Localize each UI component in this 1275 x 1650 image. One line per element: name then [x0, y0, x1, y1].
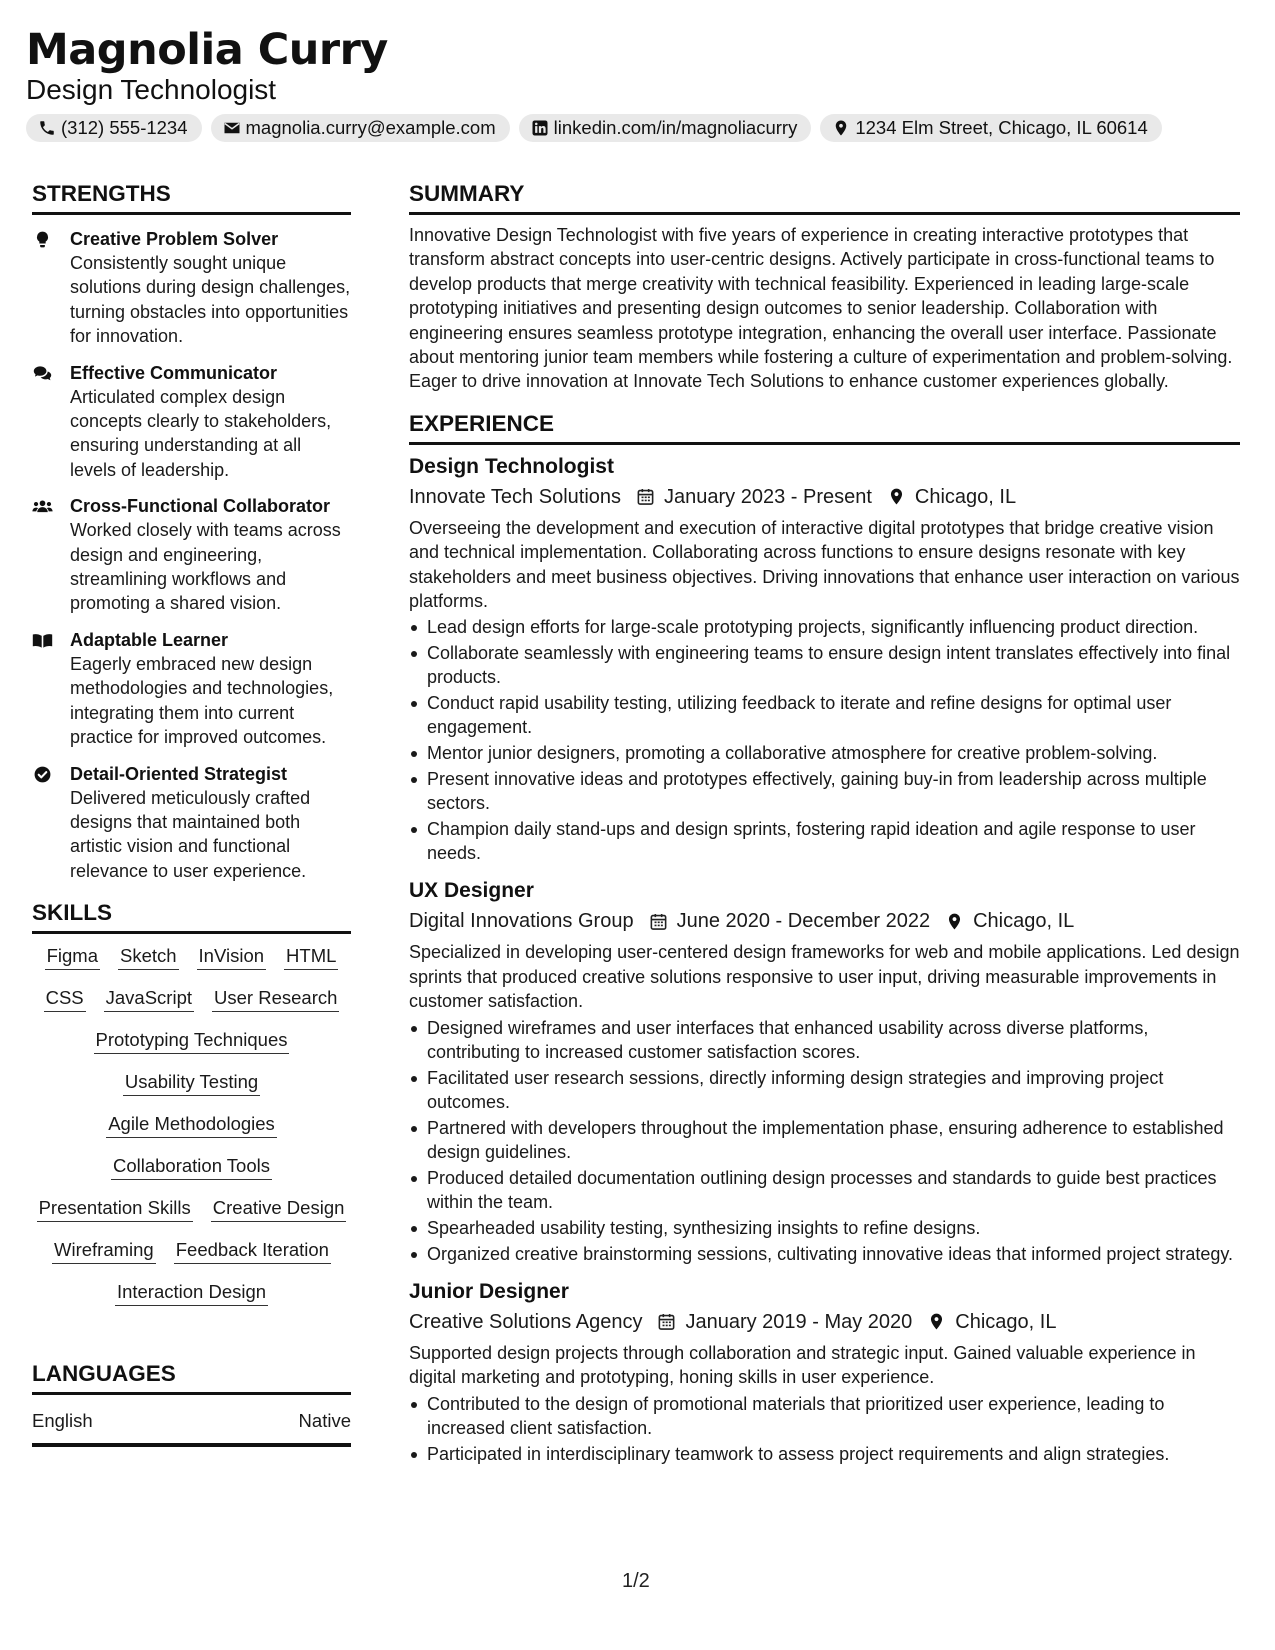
job-title: Design Technologist	[409, 454, 614, 478]
list-item: Mentor junior designers, promoting a collaborative atmosphere for creative problem-solving.	[409, 741, 1240, 765]
map-pin-icon	[887, 487, 906, 506]
skill-tag: Interaction Design	[115, 1280, 268, 1306]
strength-title: Creative Problem Solver	[70, 229, 279, 249]
contact-email-text: magnolia.curry@example.com	[245, 117, 496, 138]
summary-heading: SUMMARY	[409, 180, 1240, 215]
language-row	[32, 1395, 351, 1447]
skill-tag: JavaScript	[104, 986, 194, 1012]
strength-item	[32, 628, 351, 750]
resume-header	[26, 24, 1256, 142]
job-dates: January 2019 - May 2020	[685, 1310, 913, 1333]
list-item: Champion daily stand-ups and design sprints, fostering rapid ideation and agile response to user needs.	[409, 817, 1240, 865]
list-item: Partnered with developers throughout the implementation phase, ensuring adherence to established design guidelines.	[409, 1116, 1240, 1164]
page-number: 1/2	[622, 1570, 650, 1592]
skill-tag: Agile Methodologies	[106, 1112, 277, 1138]
strength-desc: Delivered meticulously crafted designs that maintained both artistic vision and functional relevance to user experience.	[70, 787, 311, 881]
check-circle-icon	[32, 765, 53, 784]
strength-desc: Articulated complex design concepts clearly to stakeholders, ensuring understanding at all levels of leadership.	[70, 386, 332, 480]
job-location: Chicago, IL	[973, 910, 1075, 933]
envelope-icon	[223, 119, 241, 137]
contact-bar	[26, 114, 1256, 142]
job-description: Specialized in developing user-centered design frameworks for web and mobile applications. Led design sprints that produced creative solutions responsive to user input, driving measurable improvements in customer satisfaction.	[409, 942, 1240, 1012]
skill-tag: CSS	[44, 986, 86, 1012]
candidate-name: Magnolia Curry	[26, 25, 388, 75]
job-description: Overseeing the development and execution of interactive digital prototypes that bridge creative vision and technical implementation. Collaborating across functions to ensure designs resonate with key stakeholders and meet business objectives. Driving innovations that enhance user interaction on various platforms.	[409, 517, 1240, 612]
map-pin-icon	[832, 119, 850, 137]
linkedin-icon	[531, 119, 549, 137]
list-item: Designed wireframes and user interfaces that enhanced usability across diverse platforms, contributing to increased customer satisfaction scores.	[409, 1016, 1240, 1064]
job-entry	[409, 1278, 1240, 1466]
list-item: Present innovative ideas and prototypes effectively, gaining buy-in from leadership across multiple sectors.	[409, 767, 1240, 815]
job-entry	[409, 877, 1240, 1265]
list-item: Spearheaded usability testing, synthesizing insights to refine designs.	[409, 1216, 1240, 1240]
job-company: Digital Innovations Group	[409, 910, 634, 933]
list-item: Conduct rapid usability testing, utilizing feedback to iterate and refine designs for optimal user engagement.	[409, 691, 1240, 739]
job-location: Chicago, IL	[914, 485, 1017, 508]
skill-tag: HTML	[284, 944, 338, 970]
list-item: Collaborate seamlessly with engineering teams to ensure design intent translates effectively into final products.	[409, 641, 1240, 689]
list-item: Organized creative brainstorming sessions, cultivating innovative ideas that informed project strategy.	[409, 1242, 1240, 1266]
strength-item	[32, 762, 351, 884]
calendar-icon	[636, 487, 655, 506]
job-title: Junior Designer	[409, 1279, 569, 1303]
job-bullets	[409, 1392, 1240, 1466]
strength-title: Cross-Functional Collaborator	[70, 496, 331, 517]
skills-heading: SKILLS	[32, 899, 351, 934]
candidate-title: Design Technologist	[26, 74, 277, 105]
contact-linkedin-text: linkedin.com/in/magnoliacurry	[553, 117, 798, 138]
strength-desc: Consistently sought unique solutions during design challenges, turning obstacles into opportunities for innovation.	[70, 253, 351, 347]
strength-title: Detail-Oriented Strategist	[70, 763, 288, 784]
chat-bubbles-icon	[32, 364, 53, 383]
list-item: Contributed to the design of promotional materials that prioritized user experience, leading to increased client satisfaction.	[409, 1392, 1240, 1440]
job-location: Chicago, IL	[955, 1310, 1057, 1333]
skill-tag: Figma	[45, 944, 100, 970]
list-item: Produced detailed documentation outlining design processes and standards to guide best practices within the team.	[409, 1166, 1240, 1214]
strengths-heading: STRENGTHS	[32, 180, 351, 215]
experience-heading: EXPERIENCE	[409, 410, 1240, 445]
summary-text: Innovative Design Technologist with five years of experience in creating interactive prototypes that transform abstract concepts into user-centric designs. Actively participate in cross-functional teams to develop products that merge creativity with technical feasibility. Experienced in leading large-scale prototyping initiatives and presenting design outcomes to senior leadership. Collaboration with engineering ensures seamless prototype integration, enhancing the overall user interface. Passionate about mentoring junior team members while fostering a culture of experimentation and problem-solving. Eager to drive innovation at Innovate Tech Solutions to enhance customer experiences globally.	[409, 225, 1233, 392]
strength-item	[32, 361, 351, 483]
contact-linkedin[interactable]	[519, 114, 812, 142]
language-level: Native	[298, 1410, 351, 1432]
skill-tag: InVision	[197, 944, 266, 970]
languages-heading: LANGUAGES	[32, 1360, 351, 1395]
contact-phone-text: (312) 555-1234	[61, 117, 188, 138]
job-entry	[409, 453, 1240, 866]
job-dates: January 2023 - Present	[664, 485, 872, 508]
skill-tag: Presentation Skills	[37, 1196, 193, 1222]
job-bullets	[409, 1016, 1240, 1266]
skill-tag: User Research	[212, 986, 339, 1012]
skill-tag: Prototyping Techniques	[94, 1028, 290, 1054]
list-item: Facilitated user research sessions, directly informing design strategies and improving project outcomes.	[409, 1066, 1240, 1114]
strength-desc: Eagerly embraced new design methodologies and technologies, integrating them into current practice for improved outcomes.	[70, 653, 334, 748]
strengths-section	[32, 180, 351, 883]
job-title: UX Designer	[409, 879, 534, 903]
skill-tag: Usability Testing	[123, 1070, 260, 1096]
skill-tag: Sketch	[118, 944, 179, 970]
skill-tag: Creative Design	[211, 1196, 347, 1222]
strength-title: Effective Communicator	[70, 362, 278, 383]
skills-list	[32, 934, 351, 1306]
contact-email[interactable]	[211, 114, 510, 142]
job-company: Creative Solutions Agency	[409, 1310, 643, 1333]
lightbulb-icon	[32, 230, 53, 249]
strength-item	[32, 494, 351, 616]
language-name: English	[32, 1410, 93, 1432]
strength-desc: Worked closely with teams across design and engineering, streamlining workflows and promoting a shared vision.	[70, 520, 341, 614]
skill-tag: Collaboration Tools	[111, 1154, 272, 1180]
strength-title: Adaptable Learner	[70, 629, 229, 650]
open-book-icon	[32, 631, 53, 650]
experience-section	[409, 410, 1240, 1466]
skill-tag: Wireframing	[52, 1238, 156, 1264]
phone-icon	[38, 119, 56, 137]
job-description: Supported design projects through collaboration and strategic input. Gained valuable experience in digital marketing and prototyping, honing skills in user experience.	[409, 1342, 1196, 1388]
users-icon	[32, 497, 53, 516]
summary-section	[409, 180, 1240, 394]
languages-section	[32, 1360, 351, 1447]
strength-item	[32, 227, 351, 349]
contact-phone[interactable]	[26, 114, 202, 142]
skills-section	[32, 899, 351, 1306]
map-pin-icon	[927, 1312, 946, 1331]
skill-tag: Feedback Iteration	[174, 1238, 331, 1264]
list-item: Lead design efforts for large-scale prototyping projects, significantly influencing product direction.	[409, 615, 1240, 639]
job-company: Innovate Tech Solutions	[409, 485, 622, 508]
right-column	[409, 180, 1240, 1468]
left-column	[32, 180, 351, 1447]
contact-address-text: 1234 Elm Street, Chicago, IL 60614	[855, 117, 1148, 138]
contact-address[interactable]	[820, 114, 1161, 142]
list-item: Participated in interdisciplinary teamwork to assess project requirements and align strategies.	[409, 1442, 1240, 1466]
calendar-icon	[657, 1312, 676, 1331]
map-pin-icon	[945, 912, 964, 931]
calendar-icon	[649, 912, 668, 931]
job-dates: June 2020 - December 2022	[676, 910, 931, 933]
job-bullets	[409, 615, 1240, 865]
